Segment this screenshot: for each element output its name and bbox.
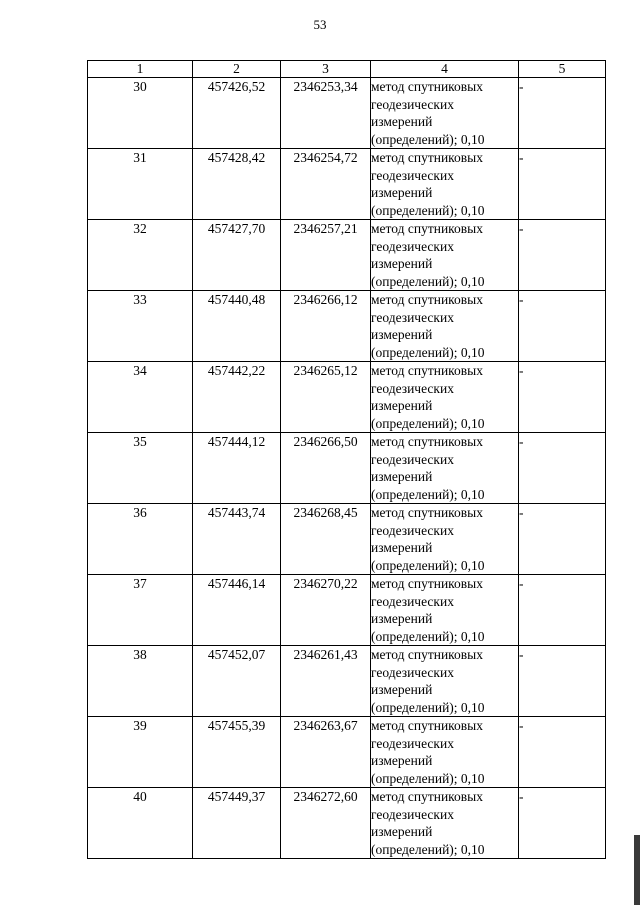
coordinates-table	[87, 60, 606, 859]
method-accuracy-cell: метод спутниковых геодезических измерений (определений); 0,10	[371, 575, 519, 646]
y-coordinate-cell: 2346254,72	[281, 149, 371, 220]
note-cell: -	[519, 362, 606, 433]
note-cell: -	[519, 717, 606, 788]
y-coordinate-cell: 2346266,50	[281, 433, 371, 504]
point-number-cell: 35	[88, 433, 193, 504]
x-coordinate-cell: 457427,70	[193, 220, 281, 291]
x-coordinate-cell: 457449,37	[193, 788, 281, 859]
point-number-cell: 34	[88, 362, 193, 433]
y-coordinate-cell: 2346261,43	[281, 646, 371, 717]
note-cell: -	[519, 504, 606, 575]
y-coordinate-cell: 2346257,21	[281, 220, 371, 291]
x-coordinate-cell: 457444,12	[193, 433, 281, 504]
y-coordinate-cell: 2346272,60	[281, 788, 371, 859]
method-accuracy-cell: метод спутниковых геодезических измерений (определений); 0,10	[371, 717, 519, 788]
column-header-3: 3	[281, 61, 371, 78]
point-number-cell: 40	[88, 788, 193, 859]
x-coordinate-cell: 457446,14	[193, 575, 281, 646]
x-coordinate-cell: 457426,52	[193, 78, 281, 149]
method-accuracy-cell: метод спутниковых геодезических измерений (определений); 0,10	[371, 362, 519, 433]
note-cell: -	[519, 220, 606, 291]
table-row	[88, 575, 606, 646]
table-row	[88, 433, 606, 504]
column-header-1: 1	[88, 61, 193, 78]
table-row	[88, 717, 606, 788]
y-coordinate-cell: 2346265,12	[281, 362, 371, 433]
y-coordinate-cell: 2346253,34	[281, 78, 371, 149]
page-number: 53	[313, 17, 327, 32]
y-coordinate-cell: 2346268,45	[281, 504, 371, 575]
column-header-2: 2	[193, 61, 281, 78]
method-accuracy-cell: метод спутниковых геодезических измерений (определений); 0,10	[371, 788, 519, 859]
method-accuracy-cell: метод спутниковых геодезических измерений (определений); 0,10	[371, 646, 519, 717]
method-accuracy-cell: метод спутниковых геодезических измерений (определений); 0,10	[371, 149, 519, 220]
scan-edge-shadow	[634, 835, 640, 905]
method-accuracy-cell: метод спутниковых геодезических измерений (определений); 0,10	[371, 220, 519, 291]
x-coordinate-cell: 457455,39	[193, 717, 281, 788]
method-accuracy-cell: метод спутниковых геодезических измерений (определений); 0,10	[371, 433, 519, 504]
table-row	[88, 504, 606, 575]
y-coordinate-cell: 2346270,22	[281, 575, 371, 646]
point-number-cell: 32	[88, 220, 193, 291]
table-row	[88, 149, 606, 220]
table-row	[88, 291, 606, 362]
y-coordinate-cell: 2346263,67	[281, 717, 371, 788]
table-header-row	[88, 61, 606, 78]
x-coordinate-cell: 457440,48	[193, 291, 281, 362]
point-number-cell: 39	[88, 717, 193, 788]
point-number-cell: 38	[88, 646, 193, 717]
table-row	[88, 362, 606, 433]
x-coordinate-cell: 457443,74	[193, 504, 281, 575]
method-accuracy-cell: метод спутниковых геодезических измерений (определений); 0,10	[371, 504, 519, 575]
method-accuracy-cell: метод спутниковых геодезических измерений (определений); 0,10	[371, 291, 519, 362]
point-number-cell: 31	[88, 149, 193, 220]
note-cell: -	[519, 433, 606, 504]
method-accuracy-cell: метод спутниковых геодезических измерений (определений); 0,10	[371, 78, 519, 149]
column-header-5: 5	[519, 61, 606, 78]
point-number-cell: 33	[88, 291, 193, 362]
table-row	[88, 220, 606, 291]
note-cell: -	[519, 646, 606, 717]
x-coordinate-cell: 457452,07	[193, 646, 281, 717]
point-number-cell: 30	[88, 78, 193, 149]
note-cell: -	[519, 291, 606, 362]
column-header-4: 4	[371, 61, 519, 78]
table-row	[88, 78, 606, 149]
table-row	[88, 788, 606, 859]
point-number-cell: 37	[88, 575, 193, 646]
note-cell: -	[519, 149, 606, 220]
x-coordinate-cell: 457428,42	[193, 149, 281, 220]
point-number-cell: 36	[88, 504, 193, 575]
table-row	[88, 646, 606, 717]
x-coordinate-cell: 457442,22	[193, 362, 281, 433]
note-cell: -	[519, 78, 606, 149]
note-cell: -	[519, 788, 606, 859]
y-coordinate-cell: 2346266,12	[281, 291, 371, 362]
note-cell: -	[519, 575, 606, 646]
